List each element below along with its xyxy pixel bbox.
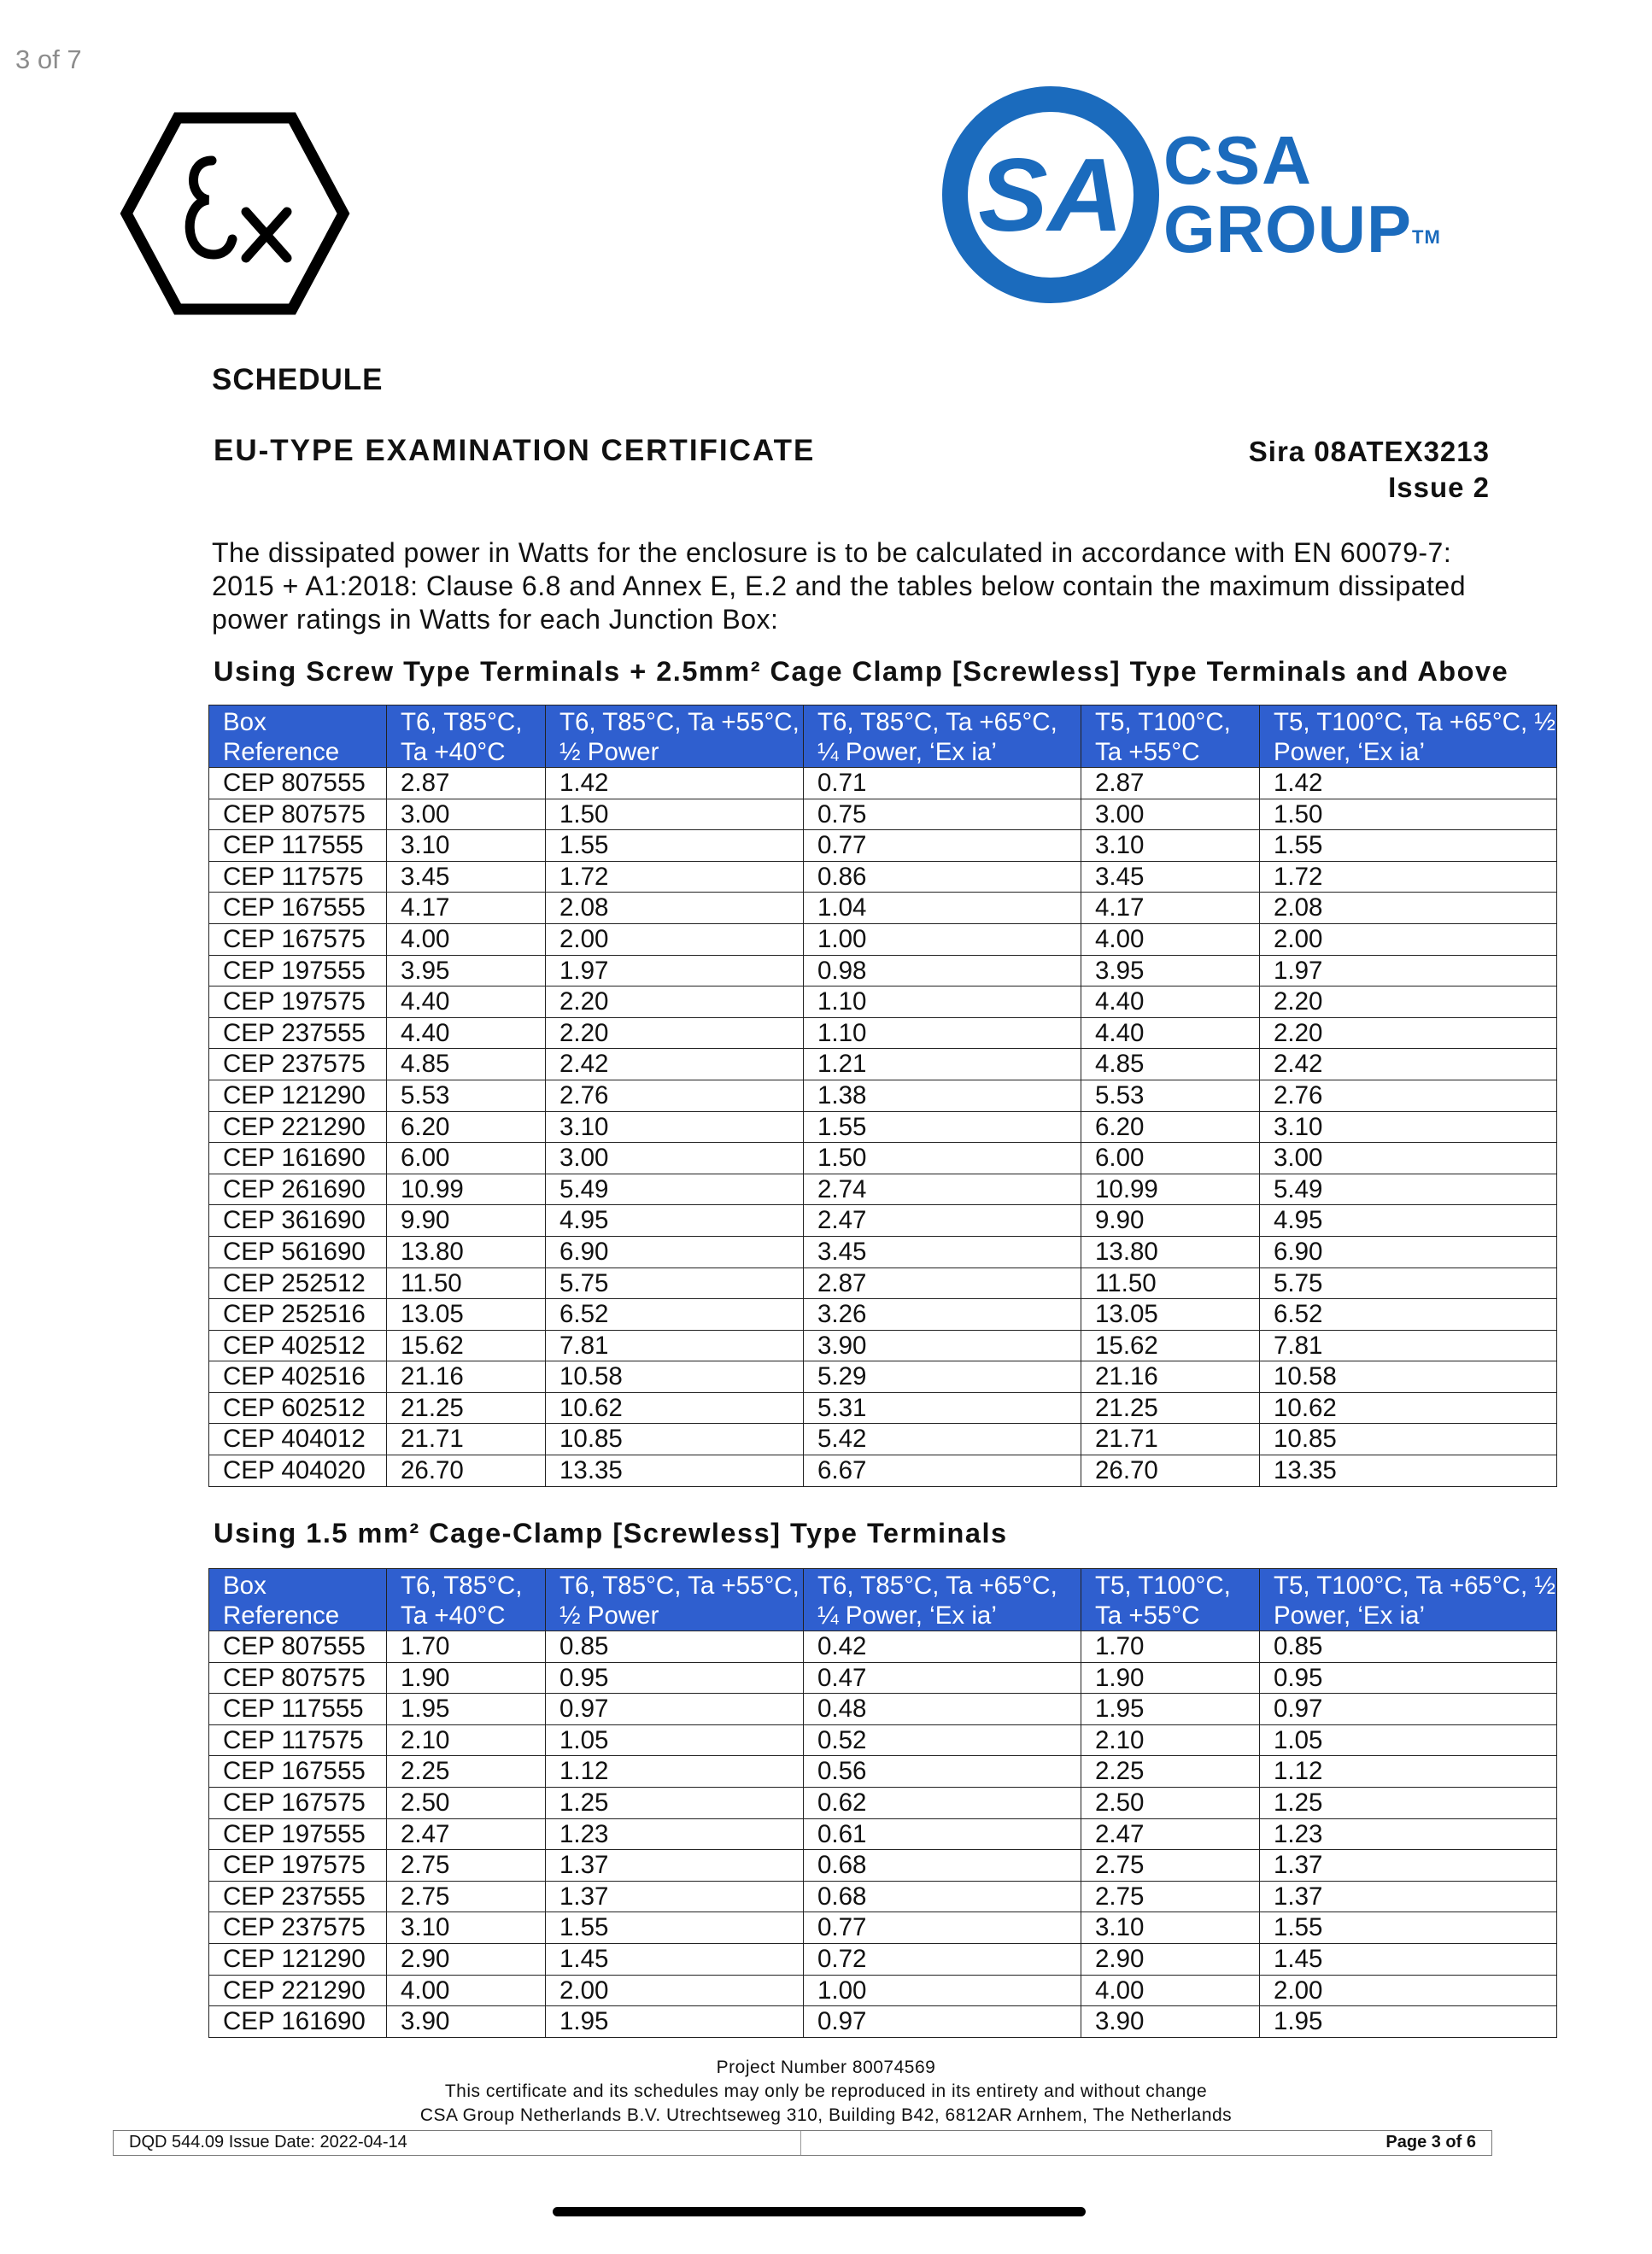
power-value-cell: 26.70 <box>387 1455 546 1487</box>
power-value-cell: 13.05 <box>1081 1299 1260 1331</box>
power-value-cell: 1.00 <box>804 1975 1081 2006</box>
power-value-cell: 1.00 <box>804 923 1081 955</box>
table-row <box>209 1787 1557 1818</box>
power-value-cell: 4.00 <box>387 1975 546 2006</box>
table-row <box>209 2006 1557 2038</box>
table-row <box>209 1724 1557 1756</box>
power-value-cell: 21.25 <box>387 1392 546 1424</box>
power-value-cell: 3.90 <box>387 2006 546 2038</box>
project-number: Project Number 80074569 <box>716 2058 936 2077</box>
power-value-cell: 1.90 <box>1081 1662 1260 1694</box>
power-value-cell: 1.21 <box>804 1049 1081 1080</box>
table-row <box>209 986 1557 1018</box>
table-row <box>209 799 1557 830</box>
power-value-cell: 10.99 <box>387 1174 546 1205</box>
power-value-cell: 4.00 <box>1081 923 1260 955</box>
power-value-cell: 2.25 <box>1081 1756 1260 1788</box>
power-value-cell: 4.40 <box>387 986 546 1018</box>
power-table-screw-terminals <box>208 705 1557 1487</box>
box-reference-cell: CEP 167555 <box>209 893 387 924</box>
power-value-cell: 5.49 <box>546 1174 804 1205</box>
dqd-issue-date: DQD 544.09 Issue Date: 2022-04-14 <box>129 2133 407 2152</box>
box-reference-cell: CEP 252512 <box>209 1268 387 1299</box>
power-value-cell: 3.45 <box>804 1236 1081 1268</box>
power-value-cell: 1.25 <box>1260 1787 1557 1818</box>
power-value-cell: 3.00 <box>1081 799 1260 830</box>
power-value-cell: 2.08 <box>1260 893 1557 924</box>
power-value-cell: 15.62 <box>1081 1330 1260 1361</box>
ex-atex-logo <box>120 111 350 316</box>
power-value-cell: 2.87 <box>387 768 546 799</box>
power-value-cell: 1.04 <box>804 893 1081 924</box>
issue-number: Issue 2 <box>1388 471 1490 503</box>
power-value-cell: 13.35 <box>1260 1455 1557 1487</box>
power-value-cell: 0.95 <box>1260 1662 1557 1694</box>
box-reference-cell: CEP 161690 <box>209 2006 387 2038</box>
trademark: TM <box>1412 226 1441 248</box>
box-reference-cell: CEP 561690 <box>209 1236 387 1268</box>
power-value-cell: 7.81 <box>1260 1330 1557 1361</box>
box-reference-cell: CEP 117555 <box>209 1694 387 1725</box>
power-value-cell: 0.77 <box>804 1912 1081 1944</box>
table-row <box>209 1943 1557 1975</box>
col-header-t5-ta55: T5, T100°C, Ta +55°C <box>1081 705 1260 768</box>
power-value-cell: 4.40 <box>1081 1017 1260 1049</box>
box-reference-cell: CEP 167575 <box>209 923 387 955</box>
power-value-cell: 1.50 <box>546 799 804 830</box>
power-value-cell: 2.47 <box>1081 1818 1260 1850</box>
box-reference-cell: CEP 237555 <box>209 1881 387 1912</box>
power-value-cell: 0.97 <box>546 1694 804 1725</box>
box-reference-cell: CEP 221290 <box>209 1111 387 1143</box>
power-value-cell: 2.74 <box>804 1174 1081 1205</box>
table1-heading: Using Screw Type Terminals + 2.5mm² Cage Clamp [Screwless] Type Terminals and Above <box>214 656 1509 687</box>
power-value-cell: 3.00 <box>387 799 546 830</box>
power-value-cell: 2.50 <box>1081 1787 1260 1818</box>
schedule-heading: SCHEDULE <box>212 363 384 396</box>
table-row <box>209 1236 1557 1268</box>
box-reference-cell: CEP 602512 <box>209 1392 387 1424</box>
table-row <box>209 1111 1557 1143</box>
box-reference-cell: CEP 404012 <box>209 1424 387 1455</box>
box-reference-cell: CEP 197575 <box>209 1850 387 1882</box>
power-value-cell: 1.97 <box>546 955 804 986</box>
power-value-cell: 0.71 <box>804 768 1081 799</box>
col-header-box-reference: Box Reference <box>209 705 387 768</box>
power-value-cell: 0.72 <box>804 1943 1081 1975</box>
power-value-cell: 1.38 <box>804 1080 1081 1111</box>
power-value-cell: 10.58 <box>1260 1361 1557 1393</box>
table-row <box>209 923 1557 955</box>
csa-group-logo <box>940 84 1495 314</box>
power-value-cell: 2.00 <box>1260 1975 1557 2006</box>
box-reference-cell: CEP 807575 <box>209 1662 387 1694</box>
power-value-cell: 2.20 <box>1260 986 1557 1018</box>
footer-divider <box>800 2131 801 2155</box>
col-header-t6-ta65-quarter: T6, T85°C, Ta +65°C, ¼ Power, ‘Ex ia’ <box>804 705 1081 768</box>
table-row <box>209 1912 1557 1944</box>
power-value-cell: 11.50 <box>1081 1268 1260 1299</box>
csa-wordmark <box>1163 122 1441 266</box>
table2-heading: Using 1.5 mm² Cage-Clamp [Screwless] Type Terminals <box>214 1518 1008 1549</box>
power-value-cell: 1.45 <box>1260 1943 1557 1975</box>
power-value-cell: 4.95 <box>546 1205 804 1237</box>
power-value-cell: 1.42 <box>546 768 804 799</box>
table-row <box>209 861 1557 893</box>
power-value-cell: 13.05 <box>387 1299 546 1331</box>
col-header-t5-ta55: T5, T100°C, Ta +55°C <box>1081 1569 1260 1631</box>
csa-wordmark-line2: GROUP™ <box>1163 191 1441 266</box>
power-value-cell: 1.95 <box>387 1694 546 1725</box>
power-value-cell: 3.00 <box>1260 1143 1557 1174</box>
col-header-t6-ta40: T6, T85°C, Ta +40°C <box>387 1569 546 1631</box>
power-value-cell: 4.00 <box>1081 1975 1260 2006</box>
power-value-cell: 2.00 <box>1260 923 1557 955</box>
power-value-cell: 2.75 <box>387 1850 546 1882</box>
power-value-cell: 3.45 <box>1081 861 1260 893</box>
power-value-cell: 0.56 <box>804 1756 1081 1788</box>
col-header-t5-ta65-half: T5, T100°C, Ta +65°C, ½ Power, ‘Ex ia’ <box>1260 1569 1557 1631</box>
power-value-cell: 4.40 <box>387 1017 546 1049</box>
power-value-cell: 0.61 <box>804 1818 1081 1850</box>
box-reference-cell: CEP 221290 <box>209 1975 387 2006</box>
power-value-cell: 5.42 <box>804 1424 1081 1455</box>
power-value-cell: 1.55 <box>546 830 804 862</box>
power-value-cell: 0.97 <box>1260 1694 1557 1725</box>
csa-wordmark-line1: CSA <box>1163 122 1313 198</box>
power-value-cell: 1.42 <box>1260 768 1557 799</box>
power-value-cell: 9.90 <box>1081 1205 1260 1237</box>
power-value-cell: 13.80 <box>1081 1236 1260 1268</box>
power-value-cell: 4.17 <box>387 893 546 924</box>
power-value-cell: 5.49 <box>1260 1174 1557 1205</box>
home-indicator[interactable] <box>553 2207 1086 2216</box>
power-value-cell: 2.75 <box>387 1881 546 1912</box>
footer <box>0 2056 1652 2128</box>
power-value-cell: 5.75 <box>546 1268 804 1299</box>
page-counter: 3 of 7 <box>15 44 82 74</box>
power-value-cell: 11.50 <box>387 1268 546 1299</box>
table-row <box>209 830 1557 862</box>
box-reference-cell: CEP 117575 <box>209 1724 387 1756</box>
power-value-cell: 3.10 <box>1081 1912 1260 1944</box>
col-header-t6-ta55-half: T6, T85°C, Ta +55°C, ½ Power <box>546 1569 804 1631</box>
power-value-cell: 1.95 <box>1081 1694 1260 1725</box>
power-value-cell: 0.68 <box>804 1850 1081 1882</box>
power-value-cell: 2.08 <box>546 893 804 924</box>
power-value-cell: 2.10 <box>1081 1724 1260 1756</box>
power-value-cell: 10.99 <box>1081 1174 1260 1205</box>
box-reference-cell: CEP 121290 <box>209 1943 387 1975</box>
power-value-cell: 2.00 <box>546 923 804 955</box>
power-value-cell: 1.23 <box>1260 1818 1557 1850</box>
table-row <box>209 893 1557 924</box>
power-value-cell: 2.47 <box>387 1818 546 1850</box>
power-value-cell: 1.72 <box>1260 861 1557 893</box>
power-value-cell: 6.90 <box>1260 1236 1557 1268</box>
box-reference-cell: CEP 121290 <box>209 1080 387 1111</box>
power-value-cell: 26.70 <box>1081 1455 1260 1487</box>
power-value-cell: 2.90 <box>387 1943 546 1975</box>
table-row <box>209 1881 1557 1912</box>
power-value-cell: 5.53 <box>1081 1080 1260 1111</box>
power-value-cell: 1.12 <box>546 1756 804 1788</box>
reproduction-notice: This certificate and its schedules may only be reproduced in its entirety and without change <box>444 2081 1208 2101</box>
box-reference-cell: CEP 237555 <box>209 1017 387 1049</box>
box-reference-cell: CEP 807555 <box>209 768 387 799</box>
box-reference-cell: CEP 237575 <box>209 1049 387 1080</box>
box-reference-cell: CEP 167555 <box>209 1756 387 1788</box>
box-reference-cell: CEP 402516 <box>209 1361 387 1393</box>
table-header-row <box>209 705 1557 768</box>
power-value-cell: 2.20 <box>546 1017 804 1049</box>
table-row <box>209 1662 1557 1694</box>
power-value-cell: 1.12 <box>1260 1756 1557 1788</box>
power-value-cell: 1.37 <box>546 1850 804 1882</box>
power-value-cell: 5.75 <box>1260 1268 1557 1299</box>
intro-paragraph: The dissipated power in Watts for the enclosure is to be calculated in accordance with EN 60079-7: 2015 + A1:2018: Clause 6.8 and Annex E, E.2 and the tables below contain the maximum dissipated power ratings in Watts for each Junction Box: <box>212 537 1466 635</box>
power-value-cell: 1.95 <box>546 2006 804 2038</box>
power-value-cell: 1.95 <box>1260 2006 1557 2038</box>
table-row <box>209 1143 1557 1174</box>
box-reference-cell: CEP 807575 <box>209 799 387 830</box>
power-value-cell: 2.20 <box>1260 1017 1557 1049</box>
power-value-cell: 0.98 <box>804 955 1081 986</box>
table-row <box>209 1017 1557 1049</box>
box-reference-cell: CEP 197575 <box>209 986 387 1018</box>
box-reference-cell: CEP 404020 <box>209 1455 387 1487</box>
box-reference-cell: CEP 252516 <box>209 1299 387 1331</box>
power-value-cell: 2.10 <box>387 1724 546 1756</box>
power-value-cell: 6.20 <box>1081 1111 1260 1143</box>
table-row <box>209 1330 1557 1361</box>
power-value-cell: 0.68 <box>804 1881 1081 1912</box>
power-value-cell: 1.55 <box>1260 1912 1557 1944</box>
table-row <box>209 1694 1557 1725</box>
table-row <box>209 1424 1557 1455</box>
power-value-cell: 21.71 <box>387 1424 546 1455</box>
power-value-cell: 2.42 <box>1260 1049 1557 1080</box>
box-reference-cell: CEP 361690 <box>209 1205 387 1237</box>
company-address: CSA Group Netherlands B.V. Utrechtseweg 310, Building B42, 6812AR Arnhem, The Netherlands <box>419 2105 1233 2125</box>
power-value-cell: 1.55 <box>1260 830 1557 862</box>
power-value-cell: 2.87 <box>1081 768 1260 799</box>
box-reference-cell: CEP 161690 <box>209 1143 387 1174</box>
power-value-cell: 21.25 <box>1081 1392 1260 1424</box>
power-value-cell: 6.52 <box>1260 1299 1557 1331</box>
power-value-cell: 0.85 <box>546 1631 804 1663</box>
box-reference-cell: CEP 117555 <box>209 830 387 862</box>
power-value-cell: 4.85 <box>387 1049 546 1080</box>
power-value-cell: 13.35 <box>546 1455 804 1487</box>
power-value-cell: 10.62 <box>546 1392 804 1424</box>
power-value-cell: 5.53 <box>387 1080 546 1111</box>
power-value-cell: 1.37 <box>1260 1881 1557 1912</box>
power-value-cell: 4.40 <box>1081 986 1260 1018</box>
power-value-cell: 15.62 <box>387 1330 546 1361</box>
power-value-cell: 1.70 <box>387 1631 546 1663</box>
power-value-cell: 6.20 <box>387 1111 546 1143</box>
box-reference-cell: CEP 807555 <box>209 1631 387 1663</box>
power-value-cell: 0.77 <box>804 830 1081 862</box>
power-value-cell: 3.10 <box>546 1111 804 1143</box>
power-value-cell: 3.95 <box>387 955 546 986</box>
power-value-cell: 2.00 <box>546 1975 804 2006</box>
power-value-cell: 1.72 <box>546 861 804 893</box>
power-value-cell: 4.85 <box>1081 1049 1260 1080</box>
table-row <box>209 1850 1557 1882</box>
svg-text:SA: SA <box>978 137 1123 253</box>
power-value-cell: 21.71 <box>1081 1424 1260 1455</box>
box-reference-cell: CEP 167575 <box>209 1787 387 1818</box>
col-header-t5-ta65-half: T5, T100°C, Ta +65°C, ½ Power, ‘Ex ia’ <box>1260 705 1557 768</box>
power-value-cell: 2.90 <box>1081 1943 1260 1975</box>
power-value-cell: 2.76 <box>546 1080 804 1111</box>
table-header-row <box>209 1569 1557 1631</box>
power-value-cell: 1.45 <box>546 1943 804 1975</box>
power-value-cell: 1.50 <box>804 1143 1081 1174</box>
power-value-cell: 10.85 <box>546 1424 804 1455</box>
power-value-cell: 7.81 <box>546 1330 804 1361</box>
power-value-cell: 3.00 <box>546 1143 804 1174</box>
power-value-cell: 5.31 <box>804 1392 1081 1424</box>
table-row <box>209 768 1557 799</box>
power-value-cell: 4.17 <box>1081 893 1260 924</box>
page-number: Page 3 of 6 <box>1385 2133 1476 2152</box>
power-value-cell: 3.45 <box>387 861 546 893</box>
power-value-cell: 3.90 <box>804 1330 1081 1361</box>
power-value-cell: 0.42 <box>804 1631 1081 1663</box>
power-value-cell: 3.10 <box>1081 830 1260 862</box>
power-value-cell: 3.10 <box>387 1912 546 1944</box>
power-value-cell: 6.00 <box>1081 1143 1260 1174</box>
certificate-reference <box>1249 434 1490 506</box>
power-value-cell: 2.25 <box>387 1756 546 1788</box>
power-value-cell: 0.97 <box>804 2006 1081 2038</box>
power-value-cell: 1.05 <box>1260 1724 1557 1756</box>
power-value-cell: 1.10 <box>804 986 1081 1018</box>
power-value-cell: 1.37 <box>1260 1850 1557 1882</box>
col-header-t6-ta40: T6, T85°C, Ta +40°C <box>387 705 546 768</box>
power-value-cell: 6.00 <box>387 1143 546 1174</box>
power-value-cell: 1.90 <box>387 1662 546 1694</box>
table-row <box>209 1756 1557 1788</box>
power-table-cage-clamp <box>208 1568 1557 2038</box>
power-value-cell: 3.90 <box>1081 2006 1260 2038</box>
power-value-cell: 1.55 <box>804 1111 1081 1143</box>
power-value-cell: 1.37 <box>546 1881 804 1912</box>
power-value-cell: 2.20 <box>546 986 804 1018</box>
power-value-cell: 2.75 <box>1081 1850 1260 1882</box>
power-value-cell: 0.52 <box>804 1724 1081 1756</box>
power-value-cell: 10.85 <box>1260 1424 1557 1455</box>
power-value-cell: 3.10 <box>387 830 546 862</box>
table-row <box>209 1975 1557 2006</box>
table-row <box>209 1455 1557 1487</box>
power-value-cell: 4.95 <box>1260 1205 1557 1237</box>
power-value-cell: 21.16 <box>387 1361 546 1393</box>
table-row <box>209 1299 1557 1331</box>
power-value-cell: 0.86 <box>804 861 1081 893</box>
power-value-cell: 6.90 <box>546 1236 804 1268</box>
power-value-cell: 3.95 <box>1081 955 1260 986</box>
csa-mark-icon <box>940 84 1162 306</box>
power-value-cell: 2.42 <box>546 1049 804 1080</box>
power-value-cell: 6.52 <box>546 1299 804 1331</box>
certificate-title: EU-TYPE EXAMINATION CERTIFICATE <box>214 434 816 467</box>
power-value-cell: 0.62 <box>804 1787 1081 1818</box>
power-value-cell: 4.00 <box>387 923 546 955</box>
power-value-cell: 0.75 <box>804 799 1081 830</box>
power-value-cell: 6.67 <box>804 1455 1081 1487</box>
power-value-cell: 10.62 <box>1260 1392 1557 1424</box>
power-value-cell: 1.23 <box>546 1818 804 1850</box>
table-row <box>209 1361 1557 1393</box>
power-value-cell: 0.47 <box>804 1662 1081 1694</box>
footer-bar <box>113 2130 1492 2156</box>
power-value-cell: 10.58 <box>546 1361 804 1393</box>
power-value-cell: 2.50 <box>387 1787 546 1818</box>
table-row <box>209 1080 1557 1111</box>
table-row <box>209 1268 1557 1299</box>
box-reference-cell: CEP 117575 <box>209 861 387 893</box>
power-value-cell: 3.10 <box>1260 1111 1557 1143</box>
power-value-cell: 9.90 <box>387 1205 546 1237</box>
power-value-cell: 5.29 <box>804 1361 1081 1393</box>
power-value-cell: 13.80 <box>387 1236 546 1268</box>
box-reference-cell: CEP 402512 <box>209 1330 387 1361</box>
table-row <box>209 1818 1557 1850</box>
col-header-t6-ta55-half: T6, T85°C, Ta +55°C, ½ Power <box>546 705 804 768</box>
power-value-cell: 0.48 <box>804 1694 1081 1725</box>
box-reference-cell: CEP 261690 <box>209 1174 387 1205</box>
power-value-cell: 1.70 <box>1081 1631 1260 1663</box>
power-value-cell: 1.97 <box>1260 955 1557 986</box>
power-value-cell: 1.55 <box>546 1912 804 1944</box>
box-reference-cell: CEP 197555 <box>209 955 387 986</box>
power-value-cell: 1.25 <box>546 1787 804 1818</box>
table-row <box>209 1392 1557 1424</box>
power-value-cell: 0.95 <box>546 1662 804 1694</box>
power-value-cell: 1.10 <box>804 1017 1081 1049</box>
power-value-cell: 21.16 <box>1081 1361 1260 1393</box>
box-reference-cell: CEP 197555 <box>209 1818 387 1850</box>
power-value-cell: 0.85 <box>1260 1631 1557 1663</box>
table-row <box>209 1174 1557 1205</box>
power-value-cell: 2.76 <box>1260 1080 1557 1111</box>
table-row <box>209 955 1557 986</box>
table-row <box>209 1049 1557 1080</box>
power-value-cell: 2.47 <box>804 1205 1081 1237</box>
col-header-t6-ta65-quarter: T6, T85°C, Ta +65°C, ¼ Power, ‘Ex ia’ <box>804 1569 1081 1631</box>
table-row <box>209 1205 1557 1237</box>
box-reference-cell: CEP 237575 <box>209 1912 387 1944</box>
col-header-box-reference: Box Reference <box>209 1569 387 1631</box>
table-row <box>209 1631 1557 1663</box>
certificate-number: Sira 08ATEX3213 <box>1248 436 1490 467</box>
power-value-cell: 2.75 <box>1081 1881 1260 1912</box>
power-value-cell: 3.26 <box>804 1299 1081 1331</box>
power-value-cell: 2.87 <box>804 1268 1081 1299</box>
power-value-cell: 1.05 <box>546 1724 804 1756</box>
power-value-cell: 1.50 <box>1260 799 1557 830</box>
